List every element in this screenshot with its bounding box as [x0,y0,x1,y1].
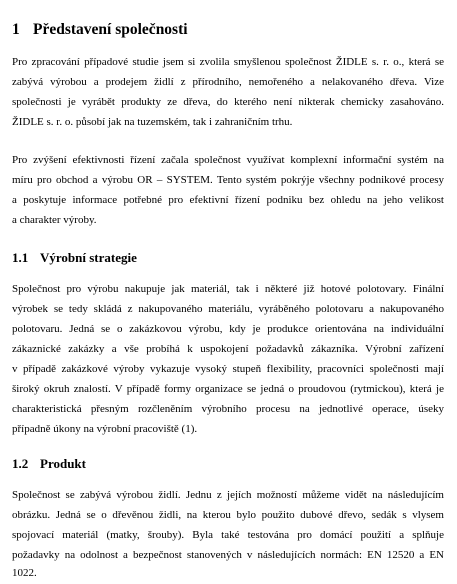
paragraph-line: 1022. [12,567,37,579]
paragraph-line: požadavky na odolnost a bezpečnost stanovených v následujících normách: EN 12520 a EN [12,549,444,561]
paragraph-line: a charakter výroby. [12,214,97,226]
paragraph-line: Pro zpracování případové studie jsem si zvolila smyšlenou společnost ŽIDLE s. r. o., která se [12,56,444,68]
paragraph-line: ŽIDLE s. r. o. působí jak na tuzemském, tak i zahraničním trhu. [12,116,293,128]
paragraph-line: zabývá výrobou a prodejem židlí z přírodního, nemořeného a nelakovaného dřeva. Vize [12,76,444,88]
section-number: 1.1 [12,250,29,265]
paragraph-line: a poskytuje informace potřebné pro efektivní řízení podniku bez ohledu na jeho velikost [12,194,444,206]
paragraph-line: charakteristická přesným rozčleněním výrobního procesu na jednotlivé operace, úseky [12,403,444,415]
paragraph-line: zákaznické zakázky a vše probíhá k uspokojení požadavků zákazníka. Výrobní zařízení [12,343,444,355]
chapter-title: Představení společnosti [33,21,188,38]
paragraph-line: obrázku. Jedná se o dřevěnou židli, na kterou bylo použito dubové dřevo, sedák s vlysem [12,509,444,521]
paragraph-line: Společnost se zabývá výrobou židlí. Jednu z jejích možností můžeme vidět na následujícím [12,489,444,501]
section-title: Produkt [40,456,86,471]
paragraph-line: v případě zakázkové výroby vykazuje vysoký stupeň flexibility, pracovníci společnosti mají [12,363,444,375]
section-number: 1.2 [12,456,29,471]
section-title: Výrobní strategie [40,250,137,265]
paragraph-line: polotovaru. Jedná se o zakázkovou výrobu, kdy je produkce orientována na individuální [12,323,444,335]
paragraph-line: míru pro obchod a výrobu OR – SYSTEM. Tento systém pokrýje všechny podnikové procesy [12,174,444,186]
paragraph-line: případně úkony na výrobní pracoviště (1). [12,423,198,435]
chapter-heading [12,20,188,40]
paragraph-line: spojovací materiál (matky, šrouby). Byla také testována pro domácí použití a splňuje [12,529,444,541]
section-heading [12,455,86,473]
paragraph-line: výrobek se tedy skládá z nakupovaného materiálu, vyráběného polotovaru a nakupovaného [12,303,444,315]
chapter-number: 1 [12,21,20,38]
paragraph-line: široký okruh znalostí. V případě formy organizace se jedná o proudovou (rytmickou), která je [12,383,444,395]
section-heading [12,249,137,267]
paragraph-line: společnosti je vyrábět produkty ze dřeva, do kterého není nikterak chemicky zasahováno. [12,96,444,108]
paragraph-line: Pro zvýšení efektivnosti řízení začala společnost využívat komplexní informační systém na [12,154,444,166]
paragraph-line: Společnost pro výrobu nakupuje jak materiál, tak i některé již hotové polotovary. Finální [12,283,444,295]
